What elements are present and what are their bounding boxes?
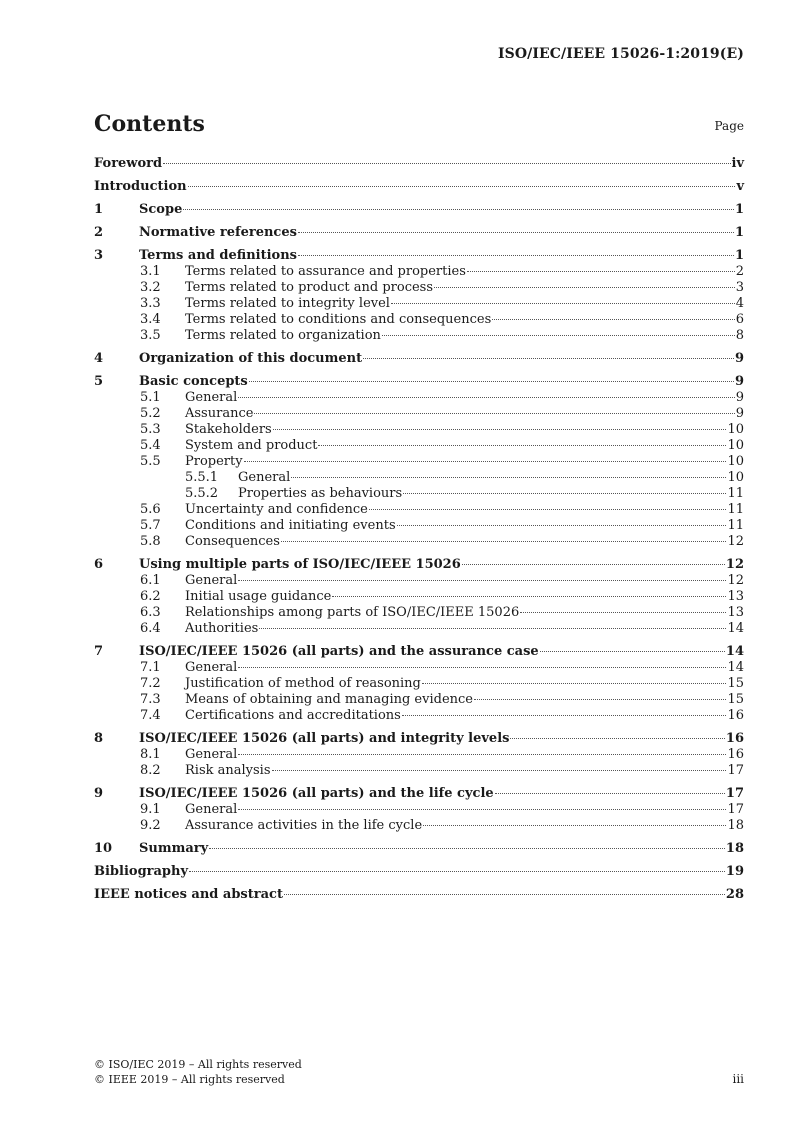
toc-entry-label: Initial usage guidance <box>185 589 332 604</box>
toc-entry-page: 15 <box>727 676 744 691</box>
toc-entry[interactable] <box>94 802 744 818</box>
toc-entry-number: 1 <box>94 202 104 217</box>
toc-entry[interactable] <box>94 470 744 486</box>
toc-entry-number: 3.1 <box>140 264 161 279</box>
toc-leader-dots <box>423 825 726 826</box>
toc-entry-page: 9 <box>735 390 744 405</box>
toc-entry-label: Conditions and initiating events <box>185 518 396 533</box>
toc-entry[interactable] <box>94 328 744 344</box>
toc-entry-page: 6 <box>735 312 744 327</box>
toc-entry-page: 19 <box>725 864 744 879</box>
toc-entry[interactable] <box>94 786 744 802</box>
toc-leader-dots <box>403 493 726 494</box>
toc-leader-dots <box>272 770 727 771</box>
toc-entry[interactable] <box>94 763 744 779</box>
toc-entry[interactable] <box>94 731 744 747</box>
toc-leader-dots <box>281 541 727 542</box>
toc-entry-number: 9.2 <box>140 818 161 833</box>
toc-entry-page: 2 <box>735 264 744 279</box>
footer <box>94 1057 302 1087</box>
document-id: ISO/IEC/IEEE 15026-1:2019(E) <box>498 46 744 62</box>
toc-entry-number: 5.5.2 <box>185 486 219 501</box>
toc-entry-label: General <box>185 802 238 817</box>
toc-leader-dots <box>422 683 727 684</box>
toc-leader-dots <box>163 163 730 164</box>
toc-entry-number: 6.1 <box>140 573 161 588</box>
toc-entry[interactable] <box>94 438 744 454</box>
toc-entry-page: 11 <box>727 486 744 501</box>
toc-entry-number: 5.7 <box>140 518 161 533</box>
toc-entry-page: 1 <box>734 202 744 217</box>
toc-entry-page: 12 <box>725 557 744 572</box>
table-of-contents <box>94 156 744 903</box>
toc-entry-label: Terms and definitions <box>139 248 297 263</box>
toc-entry[interactable] <box>94 351 744 367</box>
toc-entry-number: 5 <box>94 374 104 389</box>
toc-leader-dots <box>332 596 726 597</box>
toc-entry-label: Authorities <box>185 621 259 636</box>
toc-leader-dots <box>209 848 725 849</box>
copyright-ieee: © IEEE 2019 – All rights reserved <box>94 1073 285 1086</box>
toc-entry[interactable] <box>94 841 744 857</box>
toc-entry[interactable] <box>94 296 744 312</box>
toc-leader-dots <box>238 809 726 810</box>
toc-entry-number: 3.4 <box>140 312 161 327</box>
page-number: iii <box>732 1072 744 1086</box>
toc-entry-number: 5.3 <box>140 422 161 437</box>
toc-entry-number: 2 <box>94 225 104 240</box>
toc-entry-number: 7.2 <box>140 676 161 691</box>
toc-entry-label: Justification of method of reasoning <box>185 676 421 691</box>
toc-entry-page: 10 <box>727 454 744 469</box>
toc-entry-page: 17 <box>725 786 744 801</box>
toc-leader-dots <box>238 397 734 398</box>
toc-entry-label: Relationships among parts of ISO/IEC/IEEE 15026 <box>185 605 520 620</box>
toc-entry-label: Terms related to product and process <box>185 280 434 295</box>
toc-entry[interactable] <box>94 534 744 550</box>
toc-entry[interactable] <box>94 454 744 470</box>
toc-entry-page: 10 <box>727 422 744 437</box>
toc-leader-dots <box>244 461 727 462</box>
toc-entry-page: 10 <box>727 438 744 453</box>
toc-entry-number: 6.4 <box>140 621 161 636</box>
toc-leader-dots <box>298 255 734 256</box>
toc-entry-label: General <box>185 390 238 405</box>
toc-entry[interactable] <box>94 747 744 763</box>
toc-entry[interactable] <box>94 502 744 518</box>
toc-entry-label: Organization of this document <box>139 351 363 366</box>
toc-leader-dots <box>467 271 735 272</box>
toc-entry-number: 9 <box>94 786 104 801</box>
toc-entry-number: 5.5 <box>140 454 161 469</box>
copyright-iso: © ISO/IEC 2019 – All rights reserved <box>94 1058 302 1071</box>
toc-entry-number: 8 <box>94 731 104 746</box>
toc-leader-dots <box>462 564 725 565</box>
toc-entry[interactable] <box>94 518 744 534</box>
toc-entry-number: 8.2 <box>140 763 161 778</box>
toc-entry-label: Stakeholders <box>185 422 272 437</box>
toc-entry-label: Foreword <box>94 156 163 171</box>
toc-leader-dots <box>189 871 725 872</box>
toc-entry[interactable] <box>94 280 744 296</box>
toc-entry-label: Assurance activities in the life cycle <box>185 818 423 833</box>
page-column-label: Page <box>714 119 744 133</box>
toc-entry-page: 12 <box>727 573 744 588</box>
toc-entry-number: 3.3 <box>140 296 161 311</box>
toc-entry[interactable] <box>94 557 744 573</box>
toc-entry[interactable] <box>94 589 744 605</box>
toc-leader-dots <box>434 287 735 288</box>
toc-leader-dots <box>363 358 734 359</box>
toc-leader-dots <box>254 413 734 414</box>
toc-leader-dots <box>492 319 734 320</box>
toc-leader-dots <box>284 894 725 895</box>
toc-entry-page: 18 <box>727 818 744 833</box>
toc-entry-label: Scope <box>139 202 183 217</box>
toc-leader-dots <box>391 303 735 304</box>
toc-entry[interactable] <box>94 676 744 692</box>
toc-entry[interactable] <box>94 248 744 264</box>
toc-entry[interactable] <box>94 264 744 280</box>
toc-entry-number: 5.4 <box>140 438 161 453</box>
toc-entry-number: 7.1 <box>140 660 161 675</box>
toc-entry-page: 1 <box>734 248 744 263</box>
toc-entry-page: 14 <box>727 660 744 675</box>
toc-entry-label: Certifications and accreditations <box>185 708 401 723</box>
toc-entry-page: 9 <box>734 374 744 389</box>
toc-entry-number: 7.3 <box>140 692 161 707</box>
toc-entry[interactable] <box>94 406 744 422</box>
toc-entry-label: ISO/IEC/IEEE 15026 (all parts) and the life cycle <box>139 786 494 801</box>
toc-entry-label: Risk analysis <box>185 763 271 778</box>
toc-leader-dots <box>273 429 727 430</box>
toc-leader-dots <box>238 580 726 581</box>
toc-entry-page: 10 <box>727 470 744 485</box>
toc-entry-page: 16 <box>727 747 744 762</box>
toc-entry[interactable] <box>94 605 744 621</box>
toc-entry-page: 14 <box>725 644 744 659</box>
toc-entry[interactable] <box>94 422 744 438</box>
toc-entry[interactable] <box>94 864 744 880</box>
toc-entry-label: System and product <box>185 438 318 453</box>
toc-leader-dots <box>238 754 726 755</box>
toc-entry[interactable] <box>94 312 744 328</box>
toc-entry[interactable] <box>94 202 744 218</box>
toc-entry-page: 1 <box>734 225 744 240</box>
toc-entry-label: IEEE notices and abstract <box>94 887 283 902</box>
toc-entry-number: 10 <box>94 841 113 856</box>
toc-entry-page: 13 <box>727 589 744 604</box>
toc-entry-number: 3 <box>94 248 104 263</box>
toc-entry-number: 6 <box>94 557 104 572</box>
toc-entry-number: 7.4 <box>140 708 161 723</box>
toc-entry-label: Terms related to organization <box>185 328 381 343</box>
toc-entry-page: 16 <box>725 731 744 746</box>
toc-entry[interactable] <box>94 818 744 834</box>
toc-entry-number: 3.5 <box>140 328 161 343</box>
toc-entry-page: 15 <box>727 692 744 707</box>
toc-entry-number: 5.5.1 <box>185 470 219 485</box>
toc-entry-label: Using multiple parts of ISO/IEC/IEEE 15026 <box>139 557 461 572</box>
toc-entry-label: Uncertainty and confidence <box>185 502 368 517</box>
toc-entry-label: ISO/IEC/IEEE 15026 (all parts) and the assurance case <box>139 644 539 659</box>
toc-leader-dots <box>188 186 736 187</box>
toc-entry-page: 4 <box>735 296 744 311</box>
toc-entry-page: 28 <box>725 887 744 902</box>
toc-leader-dots <box>540 651 725 652</box>
toc-entry-number: 5.6 <box>140 502 161 517</box>
toc-entry-page: 9 <box>735 406 744 421</box>
toc-leader-dots <box>402 715 727 716</box>
toc-entry-number: 5.2 <box>140 406 161 421</box>
toc-entry-page: 18 <box>725 841 744 856</box>
toc-leader-dots <box>520 612 726 613</box>
toc-entry-page: iv <box>731 156 744 171</box>
toc-entry-label: Terms related to conditions and consequences <box>185 312 492 327</box>
toc-entry-page: 12 <box>727 534 744 549</box>
toc-entry-label: Property <box>185 454 243 469</box>
toc-entry[interactable] <box>94 708 744 724</box>
toc-leader-dots <box>318 445 726 446</box>
toc-leader-dots <box>238 667 726 668</box>
toc-entry-page: v <box>736 179 744 194</box>
toc-entry[interactable] <box>94 390 744 406</box>
toc-entry[interactable] <box>94 692 744 708</box>
toc-entry[interactable] <box>94 660 744 676</box>
toc-entry[interactable] <box>94 644 744 660</box>
toc-entry-page: 11 <box>727 502 744 517</box>
toc-entry-label: General <box>185 573 238 588</box>
toc-entry[interactable] <box>94 486 744 502</box>
toc-entry-label: Terms related to integrity level <box>185 296 390 311</box>
toc-entry[interactable] <box>94 156 744 172</box>
toc-entry-number: 5.8 <box>140 534 161 549</box>
toc-entry-label: Normative references <box>139 225 297 240</box>
toc-entry-number: 3.2 <box>140 280 161 295</box>
toc-entry-page: 9 <box>734 351 744 366</box>
toc-entry-label: Means of obtaining and managing evidence <box>185 692 473 707</box>
toc-entry-label: Bibliography <box>94 864 189 879</box>
toc-leader-dots <box>291 477 726 478</box>
toc-entry-number: 6.3 <box>140 605 161 620</box>
toc-leader-dots <box>259 628 726 629</box>
toc-leader-dots <box>397 525 727 526</box>
toc-entry-label: Basic concepts <box>139 374 248 389</box>
toc-entry-page: 13 <box>727 605 744 620</box>
toc-entry[interactable] <box>94 621 744 637</box>
toc-entry-label: Assurance <box>185 406 254 421</box>
toc-entry-label: General <box>185 747 238 762</box>
toc-entry[interactable] <box>94 179 744 195</box>
toc-entry-page: 8 <box>735 328 744 343</box>
page-title: Contents <box>94 111 205 137</box>
toc-entry-number: 4 <box>94 351 104 366</box>
toc-leader-dots <box>249 381 734 382</box>
toc-entry-page: 3 <box>735 280 744 295</box>
toc-entry-label: Terms related to assurance and properties <box>185 264 466 279</box>
toc-entry-page: 11 <box>727 518 744 533</box>
toc-entry-number: 9.1 <box>140 802 161 817</box>
toc-leader-dots <box>510 738 724 739</box>
toc-entry-number: 8.1 <box>140 747 161 762</box>
toc-entry-number: 5.1 <box>140 390 161 405</box>
toc-entry[interactable] <box>94 374 744 390</box>
toc-entry[interactable] <box>94 887 744 903</box>
toc-entry-page: 17 <box>727 802 744 817</box>
toc-entry-page: 16 <box>727 708 744 723</box>
toc-leader-dots <box>298 232 734 233</box>
toc-leader-dots <box>382 335 735 336</box>
toc-leader-dots <box>495 793 725 794</box>
toc-entry-page: 17 <box>727 763 744 778</box>
toc-entry-label: General <box>185 660 238 675</box>
toc-entry-number: 6.2 <box>140 589 161 604</box>
toc-entry[interactable] <box>94 573 744 589</box>
toc-entry[interactable] <box>94 225 744 241</box>
toc-entry-label: Consequences <box>185 534 280 549</box>
toc-entry-label: Properties as behaviours <box>238 486 403 501</box>
toc-entry-label: ISO/IEC/IEEE 15026 (all parts) and integrity levels <box>139 731 510 746</box>
toc-leader-dots <box>183 209 734 210</box>
toc-leader-dots <box>369 509 727 510</box>
toc-leader-dots <box>474 699 726 700</box>
toc-entry-label: Introduction <box>94 179 187 194</box>
toc-entry-label: General <box>238 470 291 485</box>
toc-entry-number: 7 <box>94 644 104 659</box>
toc-entry-label: Summary <box>139 841 209 856</box>
toc-entry-page: 14 <box>727 621 744 636</box>
